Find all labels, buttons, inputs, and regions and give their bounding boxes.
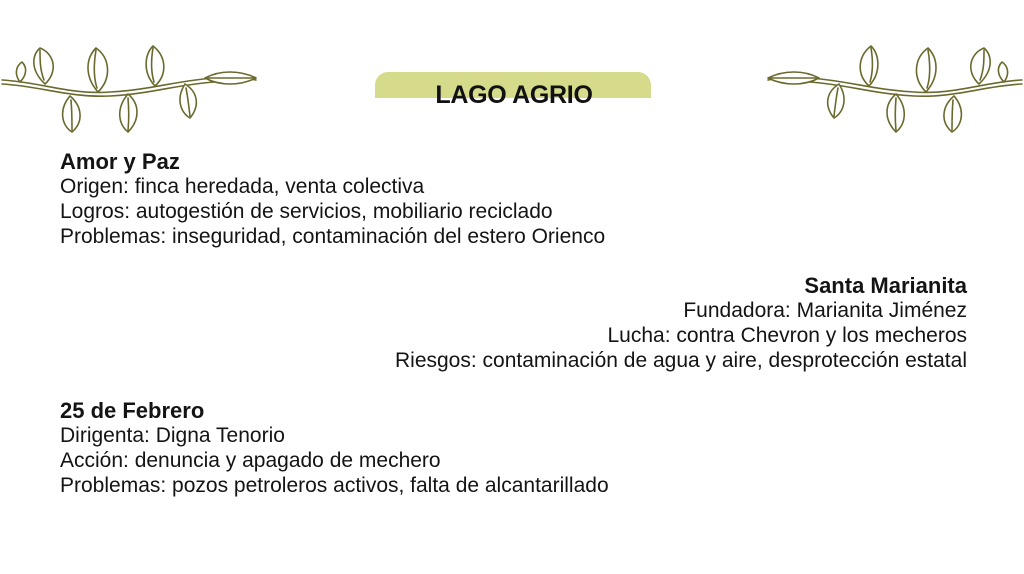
section-line: Riesgos: contaminación de agua y aire, desprotección estatal (394, 349, 967, 372)
leaf-vine-left-icon (0, 40, 260, 140)
section-line: Logros: autogestión de servicios, mobiliario reciclado (60, 200, 553, 223)
section-line: Problemas: pozos petroleros activos, falta de alcantarillado (60, 474, 609, 497)
section-25-de-febrero (60, 398, 609, 498)
section-amor-y-paz (60, 149, 605, 249)
leaf-vine-right-icon (764, 40, 1024, 140)
section-line: Fundadora: Marianita Jiménez (683, 299, 967, 322)
section-line: Lucha: contra Chevron y los mecheros (607, 324, 967, 347)
section-line: Dirigenta: Digna Tenorio (60, 424, 285, 447)
section-line: Problemas: inseguridad, contaminación del estero Orienco (60, 225, 606, 248)
title-banner (375, 70, 653, 114)
section-line: Acción: denuncia y apagado de mechero (60, 449, 441, 472)
section-santa-marianita (395, 273, 967, 373)
section-line: Origen: finca heredada, venta colectiva (60, 175, 425, 198)
section-heading: Amor y Paz (60, 149, 180, 174)
section-heading: 25 de Febrero (60, 398, 205, 423)
section-heading: Santa Marianita (804, 273, 967, 298)
page-title: LAGO AGRIO (435, 81, 593, 109)
